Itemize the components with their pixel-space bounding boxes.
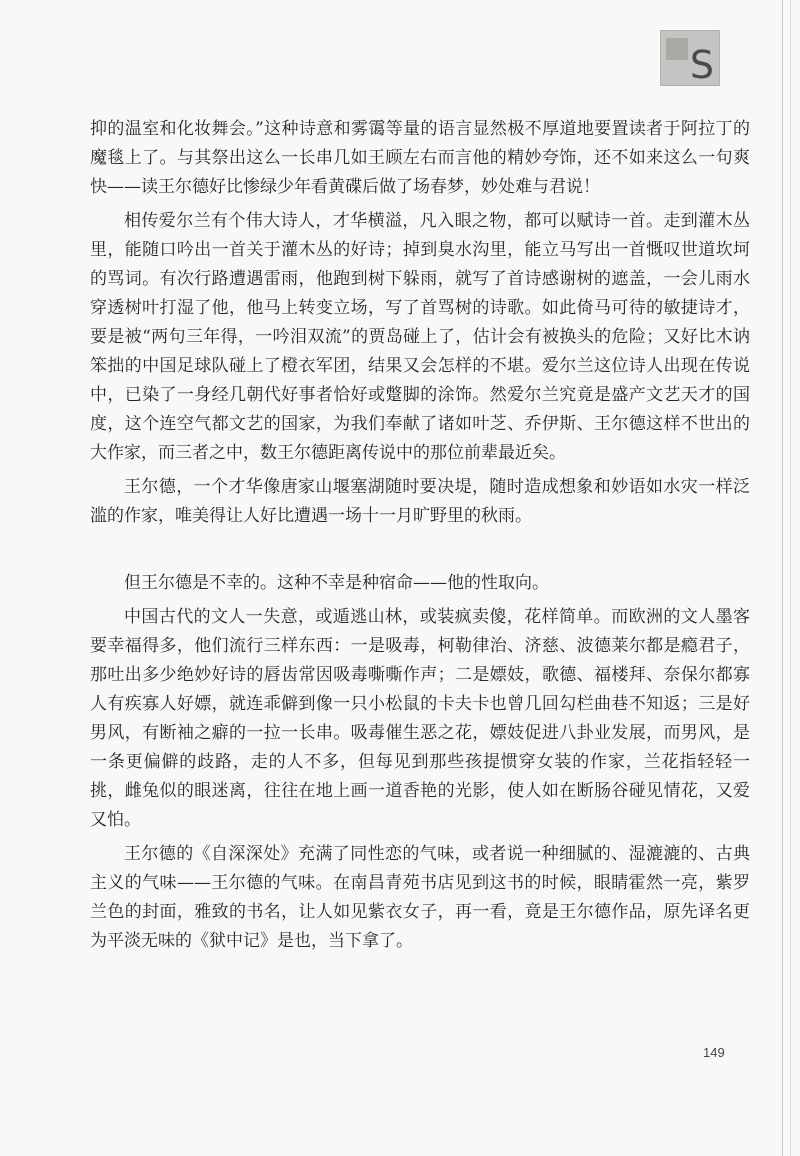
section-badge-tile-icon [666,38,688,60]
binding-edge-line [782,0,783,1156]
paragraph-poet-legend: 相传爱尔兰有个伟大诗人，才华横溢，凡入眼之物，都可以赋诗一首。走到灌木丛里，能随口吟出一首关于灌木丛的好诗；掉到臭水沟里，能立马写出一首慨叹世道坎坷的骂词。有次行路遭遇雷雨，他跑到树下躲雨，就写了首诗感谢树的遮盖，一会儿雨水穿透树叶打湿了他，他马上转变立场，写了首骂树的诗歌。如此倚马可待的敏捷诗才，要是被“两句三年得，一吟泪双流”的贾岛碰上了，估计会有被换头的危险；又好比木讷笨拙的中国足球队碰上了橙衣军团，结果又会怎样的不堪。爱尔兰这位诗人出现在传说中，已染了一身经几朝代好事者恰好或蹩脚的涂饰。然爱尔兰究竟是盛产文艺天才的国度，这个连空气都文艺的国家，为我们奉献了诸如叶芝、乔伊斯、王尔德这样不世出的大作家，而三者之中，数王尔德距离传说中的那位前辈最近矣。 [90,211,750,463]
page-number: 149 [703,1045,725,1060]
paragraph-de-profundis: 王尔德的《自深深处》充满了同性恋的气味，或者说一种细腻的、湿漉漉的、古典主义的气味——王尔德的气味。在南昌青苑书店见到这书的时候，眼睛霍然一亮，紫罗兰色的封面，雅致的书名，让人如见紫衣女子，再一看，竟是王尔德作品，原先译名更为平淡无味的《狱中记》是也，当下拿了。 [90,844,750,951]
binding-edge-line-outer [790,0,791,1156]
paragraph-literati: 中国古代的文人一失意，或遁逃山林，或装疯卖傻，花样简单。而欧洲的文人墨客要幸福得多，他们流行三样东西：一是吸毒，柯勒律治、济慈、波德莱尔都是瘾君子，那吐出多少绝妙好诗的唇齿常因吸毒嘶嘶作声；二是嫖妓，歌德、福楼拜、奈保尔都寡人有疾寡人好嫖，就连乖僻到像一只小松鼠的卡夫卡也曾几回勾栏曲巷不知返；三是好男风，有断袖之癖的一拉一长串。吸毒催生恶之花，嫖妓促进八卦业发展，而男风，是一条更偏僻的歧路，走的人不多，但每见到那些孩提惯穿女装的作家，兰花指轻轻一挑，雌兔似的眼迷离，往往在地上画一道香艳的光影，使人如在断肠谷碰见情花，又爱又怕。 [90,607,750,830]
paragraph-wilde-talent: 王尔德，一个才华像唐家山堰塞湖随时要决堤，随时造成想象和妙语如水灾一样泛滥的作家，唯美得让人好比遭遇一场十一月旷野里的秋雨。 [90,477,750,526]
section-badge-letter: S [689,43,714,87]
body-text [90,115,750,961]
paragraph-continued: 抑的温室和化妆舞会。”这种诗意和雾霭等量的语言显然极不厚道地要置读者于阿拉丁的魔毯上了。与其祭出这么一长串几如王顾左右而言他的精妙夸饰，还不如来这么一句爽快——读王尔德好比惨绿少年看黄碟后做了场春梦，妙处难与君说！ [90,119,750,197]
section-badge [660,30,720,86]
paragraph-misfortune: 但王尔德是不幸的。这种不幸是种宿命——他的性取向。 [124,573,549,593]
